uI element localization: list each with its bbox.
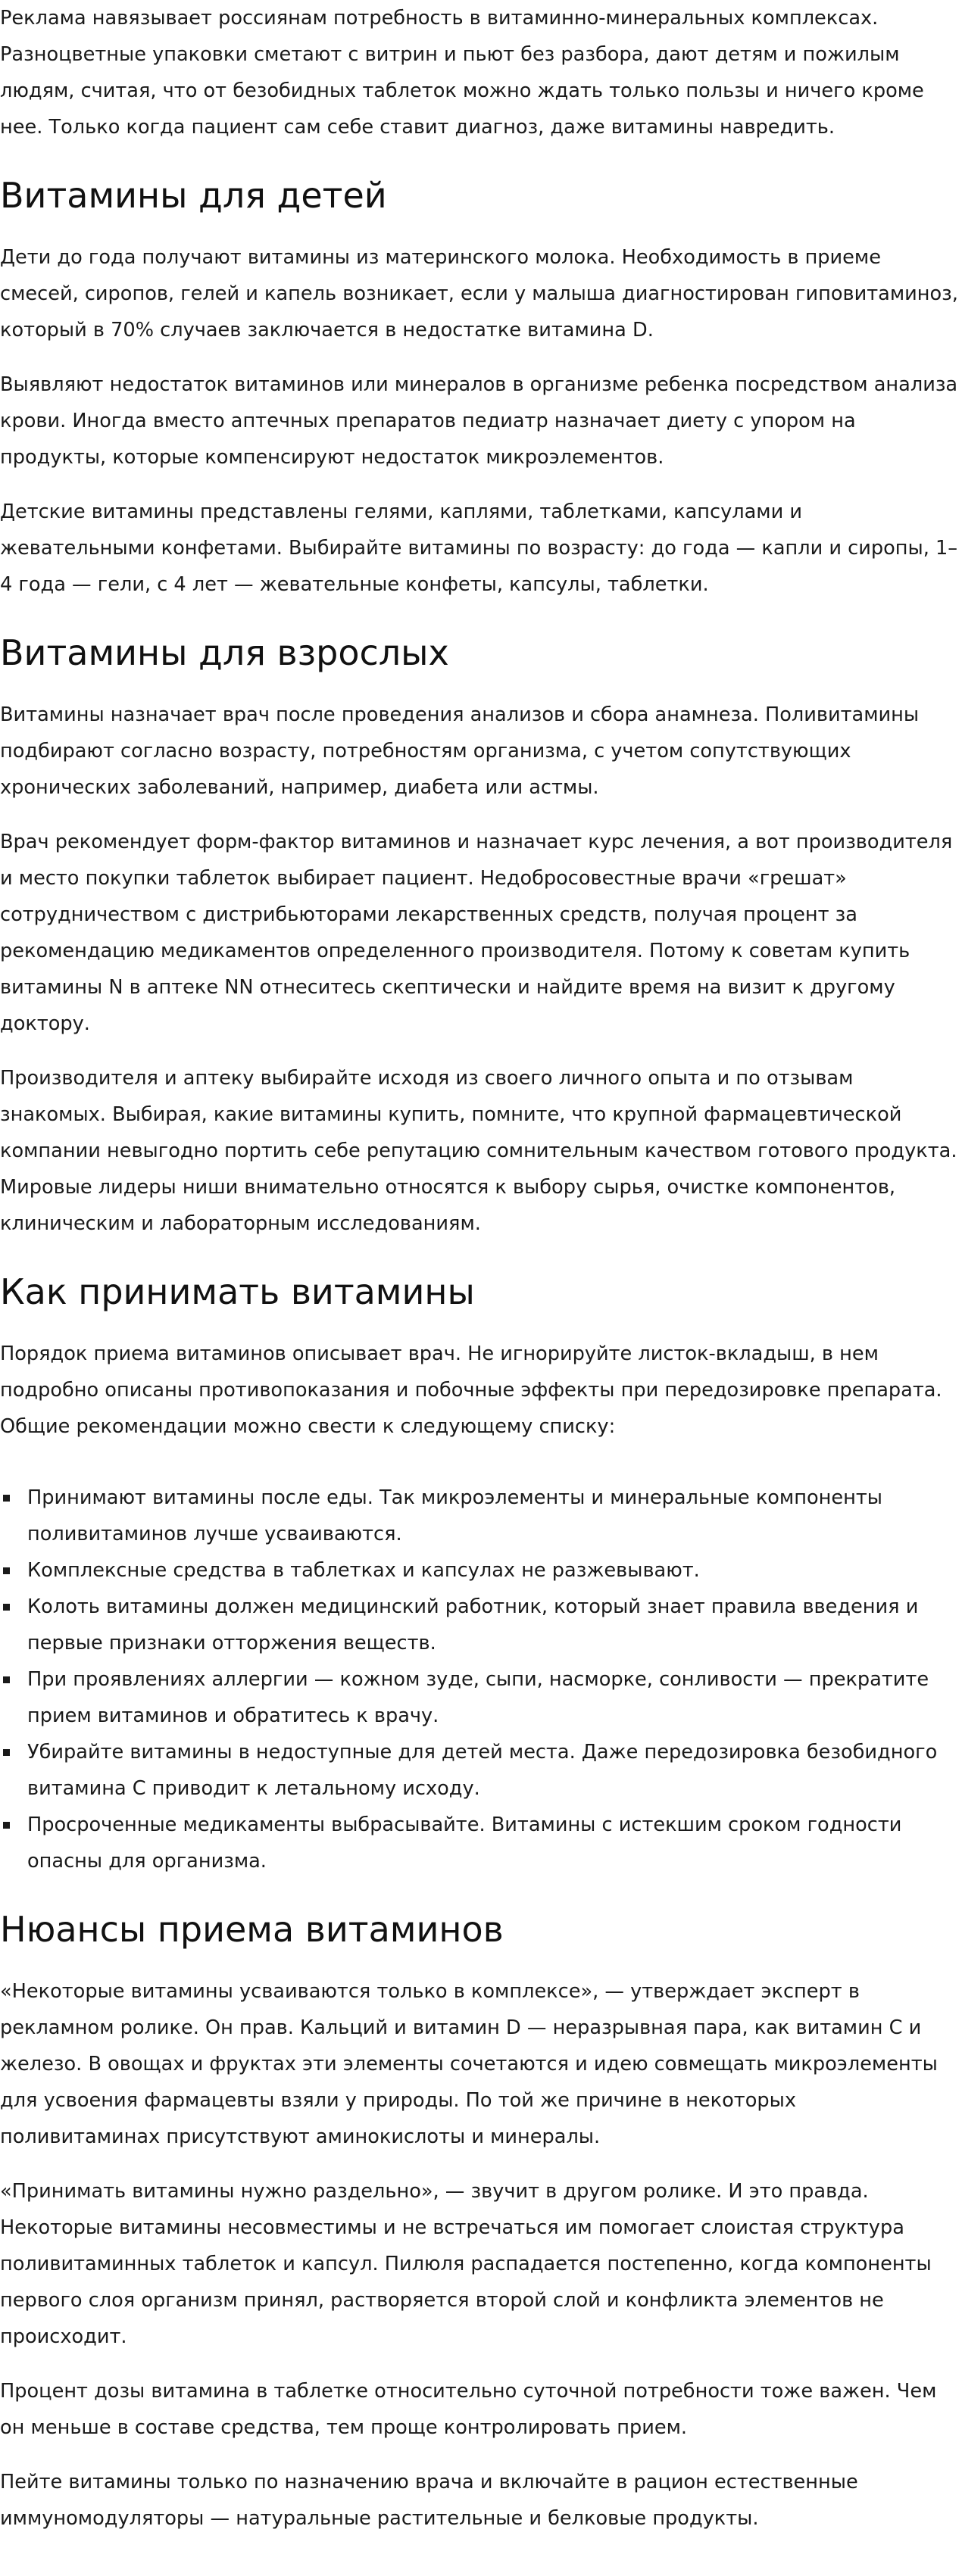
section-paragraph: «Некоторые витамины усваиваются только в комплексе», — утверждает эксперт в рекламном ролике. Он прав. Кальций и витамин D — неразрывная пара, как витамин С и железо. В овощах и фруктах эти элементы сочетаются и идею совмещать микроэлементы для усвоения фармацевты взяли у природы. По той же причине в некоторых поливитаминах присутствуют аминокислоты и минералы. (0, 1980, 938, 2148)
square-bullet-icon (3, 1604, 10, 1611)
list-item-text: Принимают витамины после еды. Так микроэлементы и минеральные компоненты поливитаминов лучше усваиваются. (27, 1486, 882, 1545)
square-bullet-icon (3, 1822, 10, 1829)
section-heading-children: Витамины для детей (0, 175, 387, 216)
section-paragraph: Производителя и аптеку выбирайте исходя из своего личного опыта и по отзывам знакомых. Выбирая, какие витамины купить, помните, что крупной фармацевтической компании невыгодно портить себе репутацию сомнительным качеством готового продукта. Мировые лидеры ниши внимательно относятся к выбору сырья, очистке компонентов, клиническим и лабораторным исследованиям. (0, 1067, 957, 1235)
list-item (0, 1480, 962, 1552)
square-bullet-icon (3, 1676, 10, 1683)
list-item (0, 1552, 962, 1589)
list-item-text: При проявлениях аллергии — кожном зуде, сыпи, насморке, сонливости — прекратите прием витаминов и обратитесь к врачу. (27, 1668, 929, 1727)
list-item-text: Просроченные медикаменты выбрасывайте. Витамины с истекшим сроком годности опасны для организма. (27, 1813, 902, 1873)
square-bullet-icon (3, 1495, 10, 1502)
list-item-text: Комплексные средства в таблетках и капсулах не разжевывают. (27, 1559, 700, 1582)
square-bullet-icon (3, 1749, 10, 1756)
section-paragraph: Выявляют недостаток витаминов или минералов в организме ребенка посредством анализа крови. Иногда вместо аптечных препаратов педиатр назначает диету с упором на продукты, которые компенсируют недостаток микроэлементов. (0, 373, 958, 469)
list-item (0, 1807, 962, 1879)
section-paragraph: Детские витамины представлены гелями, каплями, таблетками, капсулами и жевательными конфетами. Выбирайте витамины по возрасту: до года — капли и сиропы, 1–4 года — гели, с 4 лет — жевательные конфеты, капсулы, таблетки. (0, 501, 958, 596)
section-paragraph: «Принимать витамины нужно раздельно», — звучит в другом ролике. И это правда. Некоторые витамины несовместимы и не встречаться им помогает слоистая структура поливитаминных таблеток и капсул. Пилюля распадается постепенно, когда компоненты первого слоя организм принял, растворяется второй слой и конфликта элементов не происходит. (0, 2180, 932, 2348)
section-heading-adults: Витамины для взрослых (0, 632, 449, 673)
square-bullet-icon (3, 1567, 10, 1574)
section-paragraph: Витамины назначает врач после проведения анализов и сбора анамнеза. Поливитамины подбирают согласно возрасту, потребностям организма, с учетом сопутствующих хронических заболеваний, например, диабета или астмы. (0, 703, 920, 799)
list-item (0, 1661, 962, 1734)
section-paragraph: Пейте витамины только по назначению врача и включайте в рацион естественные иммуномодуляторы — натуральные растительные и белковые продукты. (0, 2471, 858, 2530)
list-item-text: Убирайте витамины в недоступные для детей места. Даже передозировка безобидного витамина С приводит к летальному исходу. (27, 1741, 938, 1800)
section-paragraph: Порядок приема витаминов описывает врач. Не игнорируйте листок-вкладыш, в нем подробно описаны противопоказания и побочные эффекты при передозировке препарата. Общие рекомендации можно свести к следующему списку: (0, 1343, 942, 1438)
list-item (0, 1589, 962, 1661)
section-heading-nuances: Нюансы приема витаминов (0, 1909, 504, 1950)
section-heading-how-to-take: Как принимать витамины (0, 1271, 475, 1312)
list-item-text: Колоть витамины должен медицинский работник, который знает правила введения и первые признаки отторжения веществ. (27, 1595, 919, 1654)
section-paragraph: Врач рекомендует форм-фактор витаминов и назначает курс лечения, а вот производителя и место покупки таблеток выбирает пациент. Недобросовестные врачи «грешат» сотрудничеством с дистрибьюторами лекарственных средств, получая процент за рекомендацию медикаментов определенного производителя. Потому к советам купить витамины N в аптеке NN отнеситесь скептически и найдите время на визит к другому доктору. (0, 831, 953, 1035)
section-paragraph: Процент дозы витамина в таблетке относительно суточной потребности тоже важен. Чем он меньше в составе средства, тем проще контролировать прием. (0, 2380, 937, 2439)
section-paragraph: Дети до года получают витамины из материнского молока. Необходимость в приеме смесей, сиропов, гелей и капель возникает, если у малыша диагностирован гиповитаминоз, который в 70% случаев заключается в недостатке витамина D. (0, 246, 958, 341)
recommendations-list (0, 1480, 962, 1879)
intro-paragraph: Реклама навязывает россиянам потребность в витаминно-минеральных комплексах. Разноцветные упаковки сметают с витрин и пьют без разбора, дают детям и пожилым людям, считая, что от безобидных таблеток можно ждать только пользы и ничего кроме нее. Только когда пациент сам себе ставит диагноз, даже витамины навредить. (0, 7, 924, 139)
list-item (0, 1734, 962, 1807)
